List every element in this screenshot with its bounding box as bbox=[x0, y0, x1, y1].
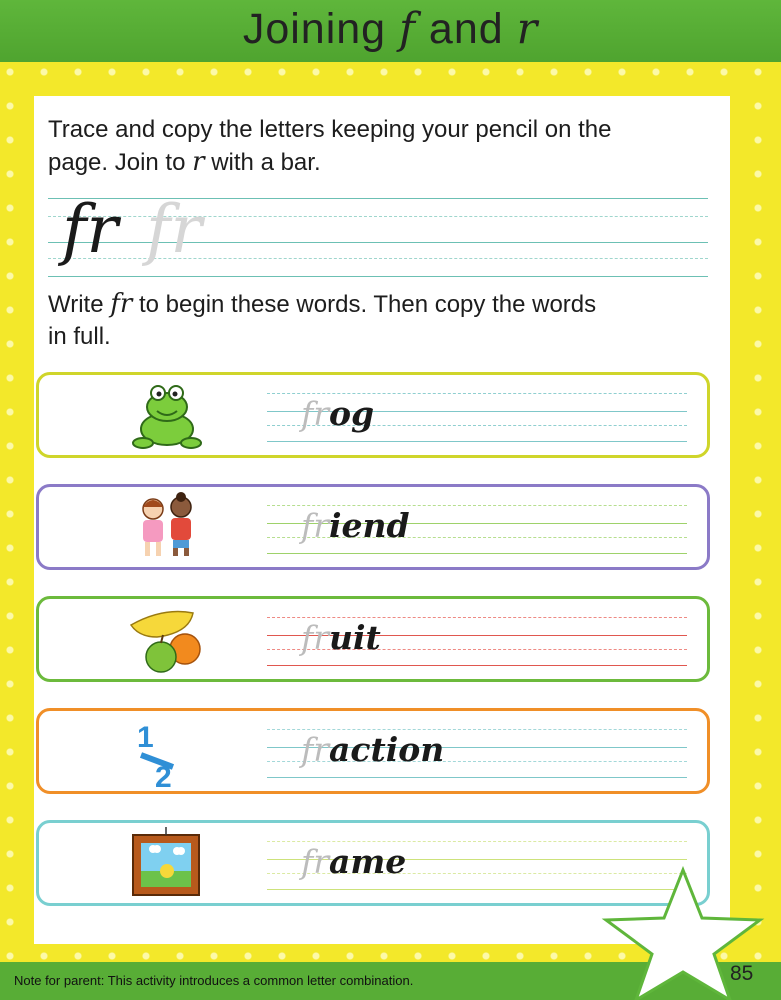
half-fraction-icon bbox=[127, 715, 207, 789]
word-box-fraction[interactable] bbox=[36, 708, 710, 794]
word-box-friend[interactable] bbox=[36, 484, 710, 570]
picture-frame-icon bbox=[127, 827, 207, 901]
word-frame: frame bbox=[301, 842, 407, 881]
svg-text:2: 2 bbox=[155, 761, 172, 789]
word-frog: frog bbox=[301, 394, 375, 433]
word-friend: friend bbox=[301, 506, 410, 545]
word-fruit: fruit bbox=[301, 618, 381, 657]
parent-note: Note for parent: This activity introduces a common letter combination. bbox=[14, 973, 414, 988]
trace-letters[interactable]: fr bbox=[146, 191, 202, 268]
svg-text:1: 1 bbox=[137, 721, 154, 754]
model-letters: fr bbox=[62, 191, 118, 268]
page-number: 85 bbox=[730, 962, 754, 985]
fruit-icon bbox=[127, 603, 207, 677]
page-title: Joining f and r bbox=[242, 4, 539, 54]
frog-icon bbox=[127, 379, 207, 453]
word-fraction: fraction bbox=[301, 730, 445, 769]
instruction-trace: Trace and copy the letters keeping your pencil on the page. Join to r with a bar. bbox=[48, 116, 612, 177]
friends-icon bbox=[127, 491, 207, 565]
word-box-fruit[interactable] bbox=[36, 596, 710, 682]
word-box-frog[interactable] bbox=[36, 372, 710, 458]
instruction-write: Write fr to begin these words. Then copy the words in full. bbox=[48, 289, 597, 350]
